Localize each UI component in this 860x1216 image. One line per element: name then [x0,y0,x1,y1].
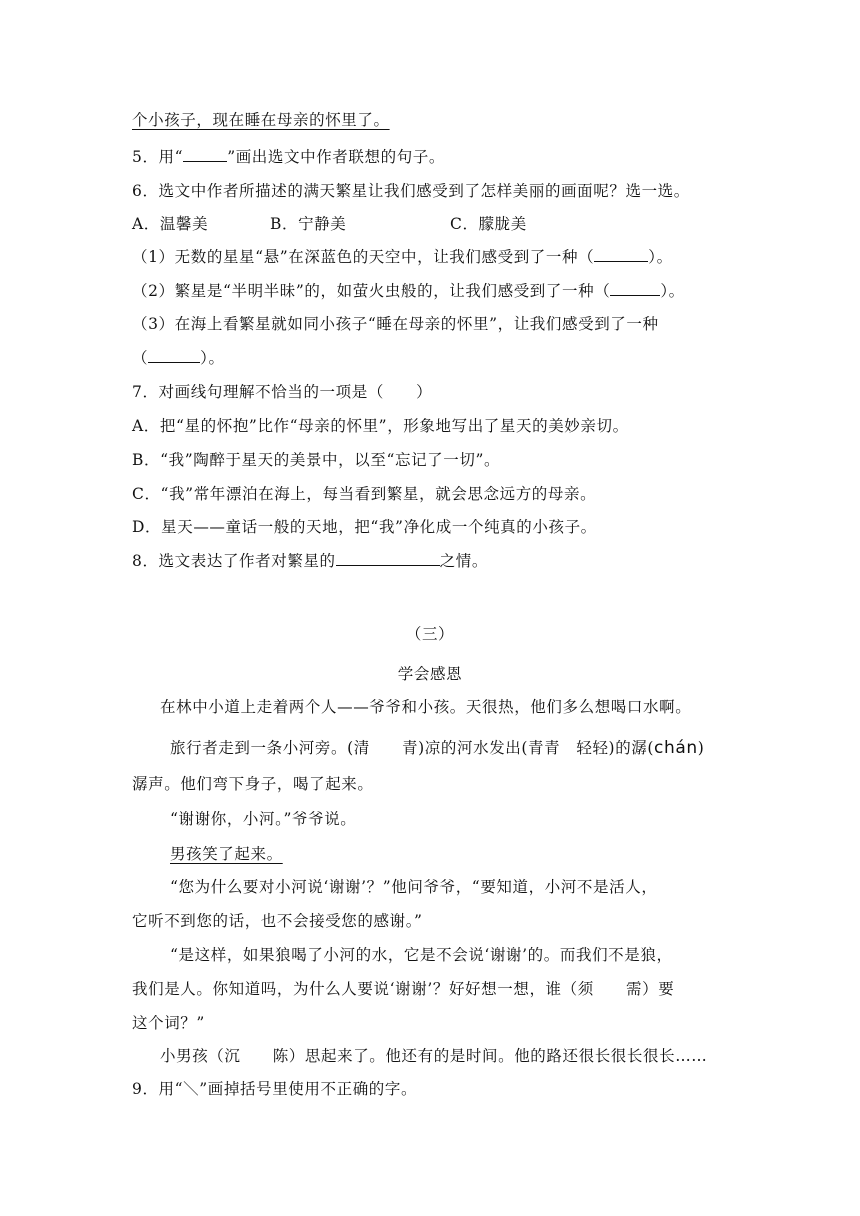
question-7-option-d: D．星天——童话一般的天地，把“我”净化成一个纯真的小孩子。 [132,518,597,536]
question-6-option-a: A．温馨美 [132,215,209,233]
question-6-sub-1: （1）无数的星星“悬”在深蓝色的天空中，让我们感受到了一种（ ）。 [132,248,673,266]
question-6-sub-2: （2）繁星是“半明半昧”的，如萤火虫般的，让我们感受到了一种（ ）。 [132,282,685,300]
passage-paragraph-2: 旅行者走到一条小河旁。(清 青)凉的河水发出(青青 轻轻)的潺(chán) [170,738,705,758]
answer-blank [183,147,227,162]
question-6-sub-3: （3）在海上看繁星就如同小孩子“睡在母亲的怀里”，让我们感受到了一种 [132,315,659,333]
passage-paragraph-5-cont: 它听不到您的话，也不会接受您的感谢。” [132,912,423,930]
underlined-sentence: 男孩笑了起来。 [170,845,283,863]
passage-paragraph-6-cont-2: 这个词？” [132,1014,205,1032]
answer-blank [148,348,200,363]
question-6-sub-3-answer: （ ）。 [132,349,225,367]
passage-paragraph-7: 小男孩（沉 陈）思起来了。他还有的是时间。他的路还很长很长很长…… [160,1047,708,1065]
question-7-stem: 7．对画线句理解不恰当的一项是（ ） [132,383,433,401]
question-6-stem: 6．选文中作者所描述的满天繁星让我们感受到了怎样美丽的画面呢？选一选。 [132,182,690,200]
question-7-option-c: C．“我”常年漂泊在海上，每当看到繁星，就会思念远方的母亲。 [132,485,597,503]
answer-blank [336,551,440,566]
question-6-option-c: C．朦胧美 [450,215,527,233]
answer-blank [594,247,648,262]
passage-paragraph-6: “是这样，如果狼喝了小河的水，它是不会说‘谢谢’的。而我们不是狼， [170,946,673,964]
section-number: （三） [405,625,455,643]
question-6-option-b: B．宁静美 [270,215,347,233]
answer-blank [610,281,660,296]
question-9: 9．用“＼”画掉括号里使用不正确的字。 [132,1080,418,1098]
passage-paragraph-5: “您为什么要对小河说‘谢谢’？”他问爷爷，“要知道，小河不是活人， [170,878,658,896]
question-8: 8．选文表达了作者对繁星的 之情。 [132,552,488,570]
question-5: 5．用“ ”画出选文中作者联想的句子。 [132,148,446,166]
passage-title: 学会感恩 [397,665,463,683]
passage-paragraph-2-cont: 潺声。他们弯下身子，喝了起来。 [132,775,374,793]
question-7-option-a: A．把“星的怀抱”比作“母亲的怀里”，形象地写出了星天的美妙亲切。 [132,417,629,435]
passage-paragraph-1: 在林中小道上走着两个人——爷爷和小孩。天很热，他们多么想喝口水啊。 [160,698,692,716]
underlined-sentence-tail: 个小孩子，现在睡在母亲的怀里了。 [132,111,390,129]
passage-paragraph-3: “谢谢你，小河。”爷爷说。 [170,810,357,828]
question-7-option-b: B．“我”陶醉于星天的美景中，以至“忘记了一切”。 [132,451,501,469]
pinyin-chan: chán [654,738,698,758]
passage-paragraph-6-cont-1: 我们是人。你知道吗，为什么人要说‘谢谢’？好好想一想，谁（须 需）要 [132,980,675,998]
